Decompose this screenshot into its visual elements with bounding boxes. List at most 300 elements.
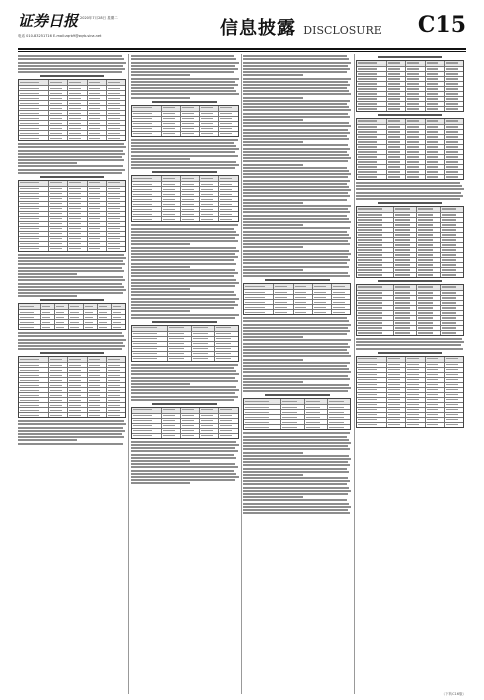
- table-cell: [98, 315, 112, 319]
- table-cell: [49, 101, 68, 105]
- table-cell: [426, 398, 445, 402]
- table-caption: [265, 279, 330, 281]
- text-line: [243, 100, 350, 102]
- table-cell: [274, 290, 293, 294]
- text-line: [131, 158, 190, 160]
- table-cell: [200, 112, 219, 116]
- text-line: [243, 90, 349, 92]
- table-cell: [19, 357, 49, 362]
- table-cell: [68, 383, 87, 387]
- text-line: [131, 473, 237, 475]
- table-row: [357, 175, 463, 179]
- table-cell: [244, 300, 274, 304]
- text-line: [243, 483, 347, 485]
- table-cell: [219, 414, 237, 418]
- text-line: [356, 182, 460, 184]
- table-cell: [68, 222, 87, 226]
- table-cell: [357, 135, 387, 139]
- table-cell: [445, 368, 463, 372]
- table-cell: [219, 182, 237, 186]
- table-cell: [88, 207, 107, 211]
- table-cell: [406, 150, 425, 154]
- text-line: [243, 384, 349, 386]
- table-cell: [357, 248, 394, 252]
- text-line: [243, 93, 351, 95]
- table-cell: [107, 96, 125, 100]
- data-table: [131, 175, 239, 222]
- table-cell: [387, 403, 406, 407]
- table-cell: [68, 363, 87, 367]
- table-cell: [394, 228, 417, 232]
- text-line: [18, 279, 125, 281]
- text-line: [131, 479, 236, 481]
- table-cell: [357, 165, 387, 169]
- table-cell: [219, 197, 237, 201]
- table-cell: [19, 80, 49, 85]
- table-cell: [417, 306, 440, 310]
- text-line: [243, 499, 347, 501]
- text-line: [243, 176, 348, 178]
- text-line: [131, 68, 238, 70]
- text-line: [18, 420, 124, 422]
- table-cell: [406, 140, 425, 144]
- table-cell: [132, 357, 169, 361]
- table-cell: [406, 170, 425, 174]
- text-line: [131, 298, 239, 300]
- table-cell: [132, 419, 162, 423]
- text-line: [243, 129, 348, 131]
- table-cell: [19, 315, 41, 319]
- table-cell: [181, 117, 200, 121]
- table-cell: [19, 383, 49, 387]
- text-line: [131, 392, 236, 394]
- table-cell: [387, 102, 406, 106]
- table-cell: [445, 61, 463, 66]
- table-cell: [426, 67, 445, 71]
- table-cell: [19, 101, 49, 105]
- data-table: [18, 303, 126, 330]
- table-cell: [162, 434, 181, 438]
- table-cell: [445, 92, 463, 96]
- table-cell: [332, 310, 350, 314]
- table-cell: [357, 61, 387, 66]
- table-cell: [41, 315, 55, 319]
- table-cell: [394, 207, 417, 212]
- table-cell: [387, 160, 406, 164]
- table-cell: [107, 91, 125, 95]
- table-cell: [357, 228, 394, 232]
- table-cell: [162, 419, 181, 423]
- table-cell: [244, 415, 281, 419]
- table-cell: [387, 393, 406, 397]
- table-cell: [387, 67, 406, 71]
- text-line: [243, 113, 348, 115]
- table-cell: [394, 331, 417, 335]
- table-cell: [219, 176, 237, 181]
- table-cell: [132, 337, 169, 341]
- text-line: [131, 476, 239, 478]
- table-cell: [219, 419, 237, 423]
- table-cell: [200, 424, 219, 428]
- table-cell: [445, 413, 463, 417]
- table-cell: [168, 337, 191, 341]
- table-cell: [394, 311, 417, 315]
- table-cell: [200, 122, 219, 126]
- text-line: [18, 332, 122, 334]
- table-cell: [88, 136, 107, 140]
- text-line: [243, 259, 350, 261]
- table-cell: [19, 304, 41, 309]
- table-cell: [441, 326, 463, 330]
- table-cell: [68, 86, 87, 90]
- table-cell: [445, 170, 463, 174]
- table-cell: [357, 321, 394, 325]
- table-cell: [441, 291, 463, 295]
- table-cell: [445, 87, 463, 91]
- table-cell: [200, 408, 219, 413]
- table-row: [19, 136, 125, 140]
- table-cell: [219, 127, 237, 131]
- table-cell: [181, 182, 200, 186]
- table-cell: [281, 425, 304, 429]
- table-cell: [313, 290, 332, 294]
- table-cell: [357, 125, 387, 129]
- text-line: [18, 270, 124, 272]
- text-line: [243, 336, 302, 338]
- table-cell: [132, 187, 162, 191]
- table-cell: [426, 165, 445, 169]
- table-cell: [200, 176, 219, 181]
- table-cell: [49, 80, 68, 85]
- text-line: [131, 148, 239, 150]
- table-cell: [417, 233, 440, 237]
- text-line: [131, 441, 237, 443]
- table-cell: [19, 227, 49, 231]
- text-line: [243, 221, 351, 223]
- table-cell: [387, 82, 406, 86]
- table-cell: [219, 408, 237, 413]
- table-cell: [441, 253, 463, 257]
- table-row: [132, 217, 238, 221]
- table-cell: [19, 408, 49, 412]
- table-cell: [328, 410, 350, 414]
- table-cell: [357, 357, 387, 362]
- table-cell: [357, 383, 387, 387]
- table-cell: [162, 424, 181, 428]
- table-cell: [445, 155, 463, 159]
- table-cell: [49, 91, 68, 95]
- table-cell: [357, 413, 387, 417]
- table-cell: [328, 415, 350, 419]
- table-cell: [19, 222, 49, 226]
- table-cell: [394, 238, 417, 242]
- text-line: [243, 471, 349, 473]
- table-cell: [49, 192, 68, 196]
- text-line: [18, 62, 126, 64]
- table-cell: [426, 408, 445, 412]
- table-cell: [162, 429, 181, 433]
- text-line: [243, 461, 348, 463]
- text-line: [131, 373, 239, 375]
- table-cell: [219, 429, 237, 433]
- table-cell: [132, 106, 162, 111]
- table-cell: [88, 227, 107, 231]
- table-cell: [162, 182, 181, 186]
- table-cell: [88, 80, 107, 85]
- table-caption: [152, 403, 217, 405]
- table-cell: [357, 296, 394, 300]
- text-line: [243, 432, 350, 434]
- table-caption: [40, 352, 105, 354]
- table-cell: [19, 136, 49, 140]
- table-cell: [406, 102, 425, 106]
- text-line: [243, 327, 348, 329]
- table-cell: [68, 126, 87, 130]
- table-cell: [441, 285, 463, 290]
- table-cell: [19, 86, 49, 90]
- text-line: [18, 143, 124, 145]
- table-cell: [49, 131, 68, 135]
- text-line: [131, 282, 239, 284]
- table-cell: [41, 304, 55, 309]
- text-line: [356, 192, 461, 194]
- table-cell: [441, 218, 463, 222]
- table-cell: [394, 321, 417, 325]
- table-cell: [305, 410, 328, 414]
- table-cell: [357, 145, 387, 149]
- table-cell: [426, 403, 445, 407]
- table-cell: [132, 408, 162, 413]
- text-line: [131, 396, 238, 398]
- table-cell: [417, 243, 440, 247]
- table-cell: [332, 290, 350, 294]
- table-cell: [445, 77, 463, 81]
- table-cell: [426, 383, 445, 387]
- table-cell: [441, 316, 463, 320]
- text-line: [18, 172, 122, 174]
- table-cell: [132, 217, 162, 221]
- table-cell: [132, 414, 162, 418]
- text-line: [243, 183, 347, 185]
- table-cell: [200, 117, 219, 121]
- table-cell: [68, 388, 87, 392]
- table-cell: [107, 368, 125, 372]
- text-line: [243, 122, 349, 124]
- table-cell: [181, 424, 200, 428]
- table-cell: [244, 305, 274, 309]
- table-cell: [305, 420, 328, 424]
- table-row: [357, 107, 463, 111]
- table-cell: [107, 116, 125, 120]
- table-cell: [162, 192, 181, 196]
- table-cell: [49, 222, 68, 226]
- newspaper-logo: 证券日报: [18, 12, 79, 30]
- table-cell: [181, 202, 200, 206]
- table-cell: [445, 398, 463, 402]
- table-cell: [357, 331, 394, 335]
- text-line: [243, 272, 348, 274]
- text-line: [243, 192, 348, 194]
- text-line: [131, 142, 235, 144]
- text-line: [18, 159, 124, 161]
- table-cell: [294, 284, 313, 289]
- table-cell: [107, 237, 125, 241]
- text-line: [243, 445, 348, 447]
- table-cell: [357, 67, 387, 71]
- table-cell: [19, 131, 49, 135]
- table-cell: [244, 405, 281, 409]
- text-line: [243, 352, 349, 354]
- data-table: [243, 398, 351, 430]
- table-cell: [357, 87, 387, 91]
- table-cell: [441, 263, 463, 267]
- table-cell: [19, 121, 49, 125]
- table-cell: [162, 187, 181, 191]
- table-cell: [387, 145, 406, 149]
- data-table: [18, 356, 126, 418]
- text-line: [18, 156, 122, 158]
- table-cell: [88, 363, 107, 367]
- text-line: [243, 87, 347, 89]
- table-cell: [357, 170, 387, 174]
- table-cell: [417, 253, 440, 257]
- table-cell: [132, 202, 162, 206]
- table-cell: [417, 223, 440, 227]
- text-line: [131, 161, 237, 163]
- table-cell: [68, 357, 87, 362]
- table-cell: [19, 242, 49, 246]
- table-cell: [19, 232, 49, 236]
- table-cell: [294, 300, 313, 304]
- table-cell: [274, 284, 293, 289]
- table-cell: [387, 119, 406, 124]
- table-row: [357, 331, 463, 335]
- table-cell: [357, 373, 387, 377]
- table-cell: [357, 130, 387, 134]
- table-cell: [387, 408, 406, 412]
- text-line: [18, 260, 123, 262]
- text-line: [131, 151, 236, 153]
- table-cell: [426, 368, 445, 372]
- table-cell: [181, 408, 200, 413]
- text-line: [243, 97, 302, 99]
- text-line: [131, 71, 235, 73]
- table-cell: [49, 393, 68, 397]
- table-cell: [357, 306, 394, 310]
- text-line: [131, 234, 239, 236]
- text-line: [131, 139, 238, 141]
- table-cell: [69, 315, 83, 319]
- column-divider: [354, 54, 355, 694]
- table-cell: [88, 121, 107, 125]
- text-line: [131, 266, 190, 268]
- table-cell: [445, 130, 463, 134]
- text-line: [131, 167, 236, 169]
- table-cell: [387, 398, 406, 402]
- table-cell: [406, 61, 425, 66]
- table-cell: [132, 176, 162, 181]
- table-cell: [305, 425, 328, 429]
- text-line: [243, 333, 347, 335]
- table-cell: [244, 310, 274, 314]
- table-cell: [84, 310, 98, 314]
- table-cell: [168, 326, 191, 331]
- table-cell: [387, 363, 406, 367]
- table-cell: [417, 213, 440, 217]
- table-cell: [84, 325, 98, 329]
- table-cell: [332, 300, 350, 304]
- table-cell: [49, 408, 68, 412]
- text-line: [243, 452, 302, 454]
- table-cell: [294, 305, 313, 309]
- text-line: [131, 90, 237, 92]
- table-cell: [294, 310, 313, 314]
- table-cell: [387, 87, 406, 91]
- text-line: [243, 474, 302, 476]
- text-line: [131, 454, 235, 456]
- table-cell: [445, 357, 463, 362]
- table-cell: [107, 121, 125, 125]
- article-body: [18, 54, 466, 694]
- table-cell: [441, 268, 463, 272]
- table-cell: [162, 414, 181, 418]
- table-cell: [84, 315, 98, 319]
- table-cell: [200, 192, 219, 196]
- table-cell: [68, 96, 87, 100]
- table-cell: [88, 247, 107, 251]
- table-cell: [441, 207, 463, 212]
- table-cell: [281, 420, 304, 424]
- text-line: [243, 84, 350, 86]
- table-cell: [84, 304, 98, 309]
- text-line: [243, 375, 348, 377]
- table-cell: [192, 347, 215, 351]
- table-cell: [357, 418, 387, 422]
- text-line: [18, 335, 124, 337]
- text-line: [243, 74, 302, 76]
- text-line: [131, 81, 236, 83]
- table-cell: [387, 170, 406, 174]
- text-line: [243, 154, 349, 156]
- text-line: [18, 55, 122, 57]
- table-cell: [357, 398, 387, 402]
- text-line: [18, 342, 123, 344]
- contact-info: 电话 010-83251716 E-mail:zqrb9@zqrb.sina.net: [18, 34, 102, 38]
- text-line: [131, 275, 235, 277]
- table-cell: [417, 273, 440, 277]
- text-line: [18, 273, 77, 275]
- text-line: [131, 253, 236, 255]
- table-cell: [426, 135, 445, 139]
- table-cell: [162, 176, 181, 181]
- table-cell: [49, 202, 68, 206]
- table-row: [132, 434, 238, 438]
- table-cell: [162, 202, 181, 206]
- table-cell: [215, 352, 237, 356]
- table-cell: [88, 383, 107, 387]
- table-cell: [49, 106, 68, 110]
- table-cell: [112, 304, 125, 309]
- text-line: [131, 224, 238, 226]
- table-cell: [281, 399, 304, 404]
- text-line: [243, 199, 347, 201]
- text-line: [243, 234, 349, 236]
- table-cell: [68, 232, 87, 236]
- table-cell: [244, 284, 274, 289]
- table-cell: [387, 373, 406, 377]
- text-line: [131, 259, 235, 261]
- table-cell: [426, 155, 445, 159]
